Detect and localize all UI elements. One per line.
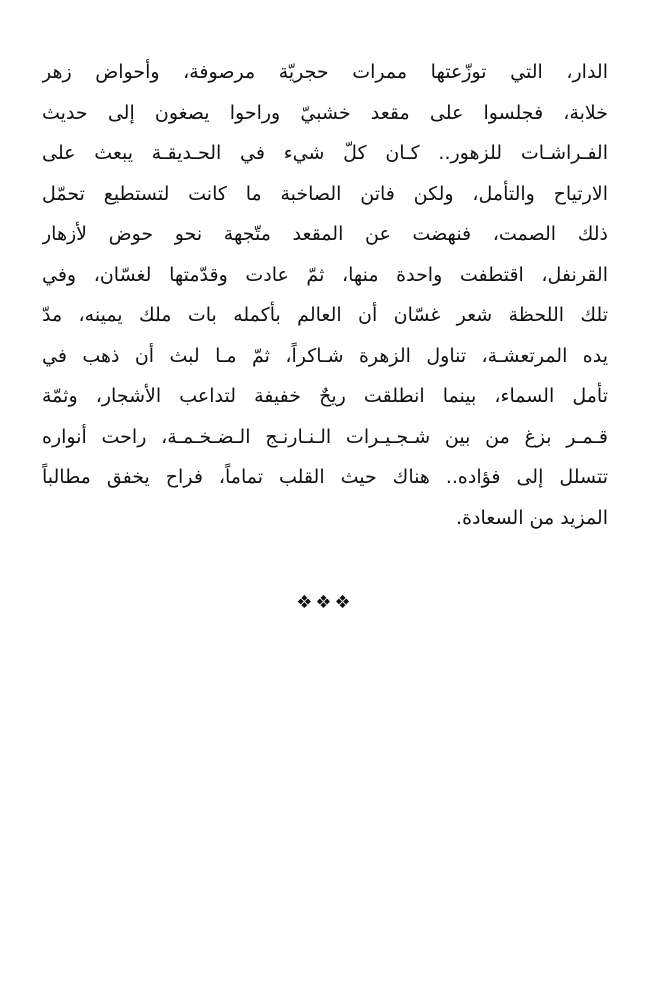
- text-line: الدار، التي توزّعتها ممرات حجريّة مرصوفة، وأحواض زهر: [42, 61, 608, 83]
- text-line: تلك اللحظة شعر غسّان أن العالم بأكمله بات ملك يمينه، مدّ: [42, 304, 608, 326]
- text-line: الفـراشـات للزهور.. كـان كلّ شيء في الحـديقـة يبعث على: [42, 142, 608, 164]
- text-line: يده المرتعشـة، تناول الزهرة شـاكراً، ثمّ مـا لبث أن ذهب في: [42, 344, 608, 367]
- text-line: تتسلل إلى فؤاده.. هناك حيث القلب تماماً، فراح يخفق مطالباً: [42, 466, 608, 488]
- text-line: خلابة، فجلسوا على مقعد خشبيّ وراحوا يصغون إلى حديث: [42, 101, 608, 124]
- section-separator-ornament: ❖❖❖: [296, 592, 354, 613]
- text-line: الارتياح والتأمل، ولكن فاتن الصاخبة ما كانت لتستطيع تحمّل: [42, 182, 608, 205]
- text-line: قـمـر بزغ من بين شـجـيـرات الـنـارنـج الـضـخـمـة، راحت أنواره: [42, 425, 608, 448]
- body-paragraph: [42, 52, 608, 538]
- text-line-last: المزيد من السعادة.: [456, 506, 608, 529]
- text-line: القرنفل، اقتطفت واحدة منها، ثمّ عادت وقدّمتها لغسّان، وفي: [42, 263, 608, 286]
- text-line: تأمل السماء، بينما انطلقت ريحٌ خفيفة لتداعب الأشجار، وثمّة: [42, 385, 608, 407]
- text-line: ذلك الصمت، فنهضت عن المقعد متّجهة نحو حوض لأزهار: [42, 223, 608, 245]
